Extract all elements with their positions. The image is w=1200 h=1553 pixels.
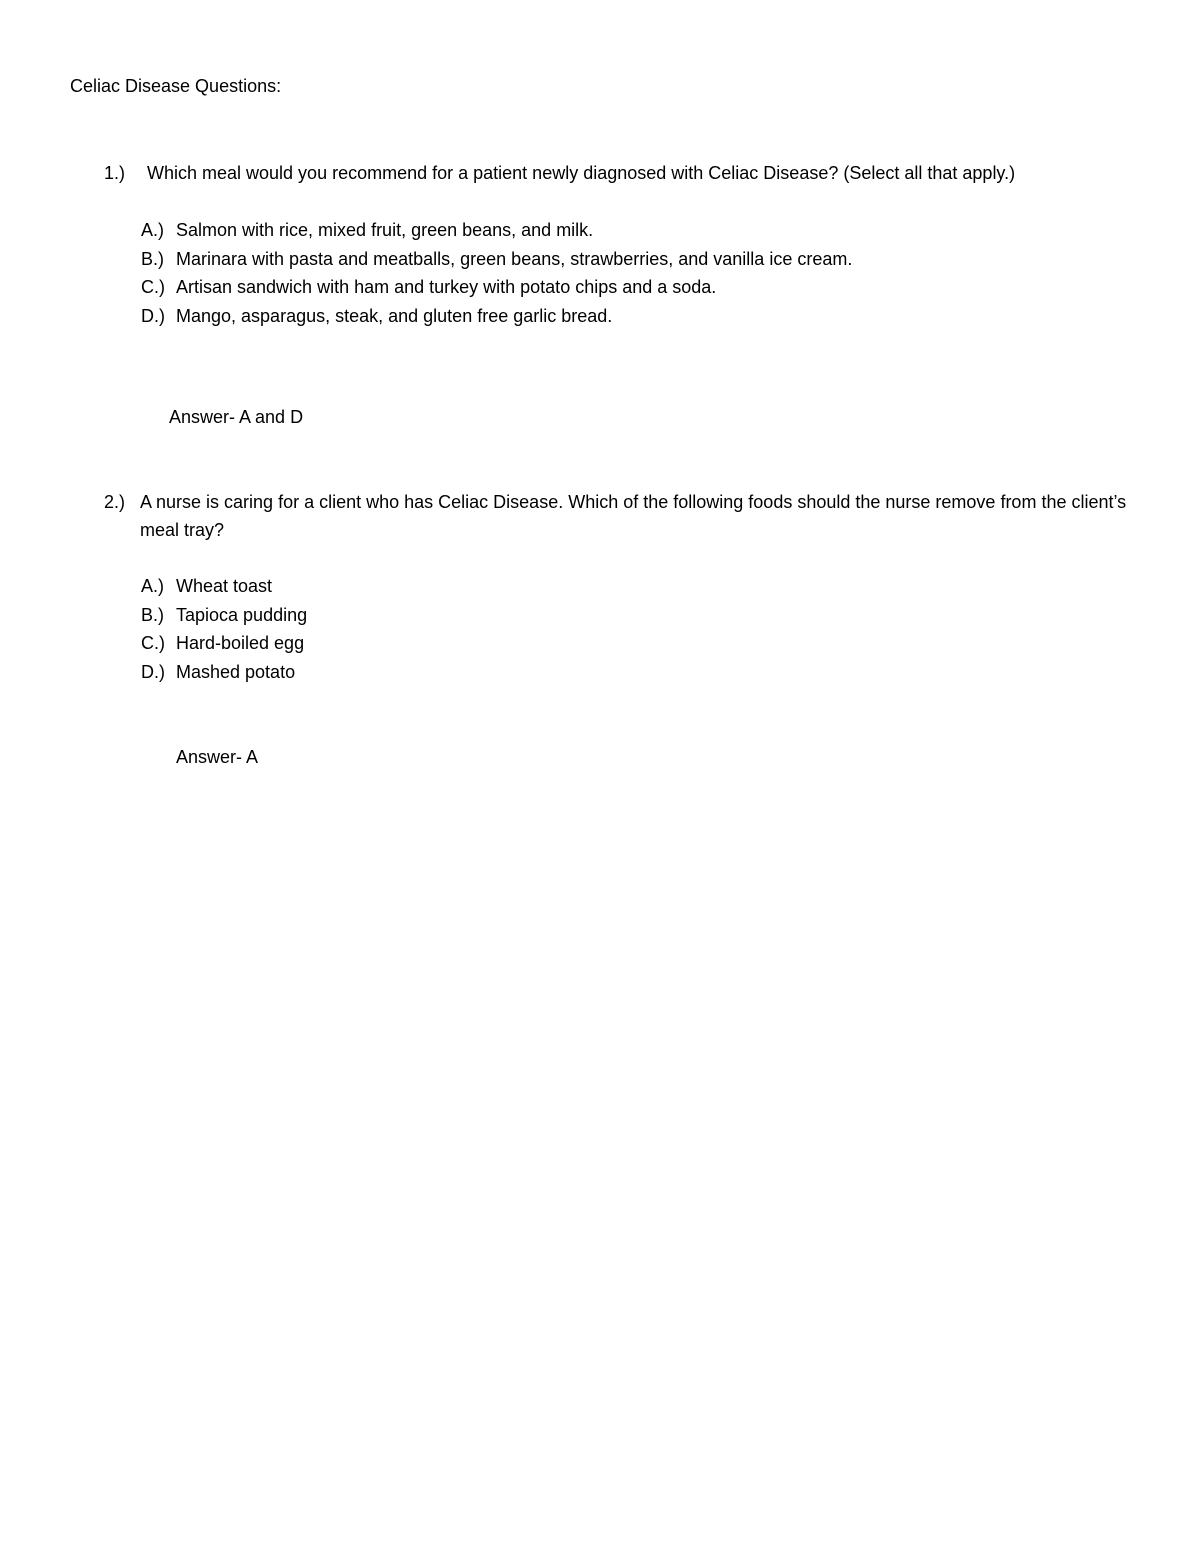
question-2-options [141, 572, 1141, 686]
option-b [141, 245, 1141, 274]
option-text: Wheat toast [176, 576, 273, 596]
question-number: 1.) [104, 163, 126, 183]
question-2 [104, 488, 1134, 544]
option-letter: D.) [141, 661, 165, 682]
option-c [141, 273, 1141, 302]
option-text: Mango, asparagus, steak, and gluten free garlic bread. [176, 305, 613, 326]
document-title: Celiac Disease Questions: [70, 76, 282, 96]
option-d [141, 302, 1141, 331]
option-letter: A.) [141, 220, 165, 240]
option-a [141, 216, 1141, 245]
option-letter: B.) [141, 604, 165, 625]
option-text: Tapioca pudding [176, 604, 308, 625]
question-text: A nurse is caring for a client who has Celiac Disease. Which of the following foods should the nurse remove from the client’s meal tray? [140, 492, 1127, 540]
option-a [141, 572, 1141, 601]
question-number: 2.) [104, 492, 126, 512]
option-letter: C.) [141, 277, 165, 297]
option-letter: B.) [141, 248, 165, 269]
option-letter: A.) [141, 576, 165, 596]
question-1-answer: Answer- A and D [169, 407, 304, 427]
option-letter: D.) [141, 305, 165, 326]
option-text: Hard-boiled egg [176, 633, 305, 653]
option-text: Salmon with rice, mixed fruit, green beans, and milk. [176, 220, 594, 240]
option-letter: C.) [141, 633, 165, 653]
option-d [141, 658, 1141, 687]
option-b [141, 601, 1141, 630]
question-1 [104, 159, 1134, 187]
option-text: Artisan sandwich with ham and turkey with potato chips and a soda. [176, 277, 717, 297]
option-text: Mashed potato [176, 661, 296, 682]
option-text: Marinara with pasta and meatballs, green beans, strawberries, and vanilla ice cream. [176, 248, 853, 269]
question-text: Which meal would you recommend for a patient newly diagnosed with Celiac Disease? (Select all that apply.) [147, 163, 1016, 183]
question-1-options [141, 216, 1141, 330]
option-c [141, 629, 1141, 658]
question-2-answer: Answer- A [176, 747, 259, 767]
